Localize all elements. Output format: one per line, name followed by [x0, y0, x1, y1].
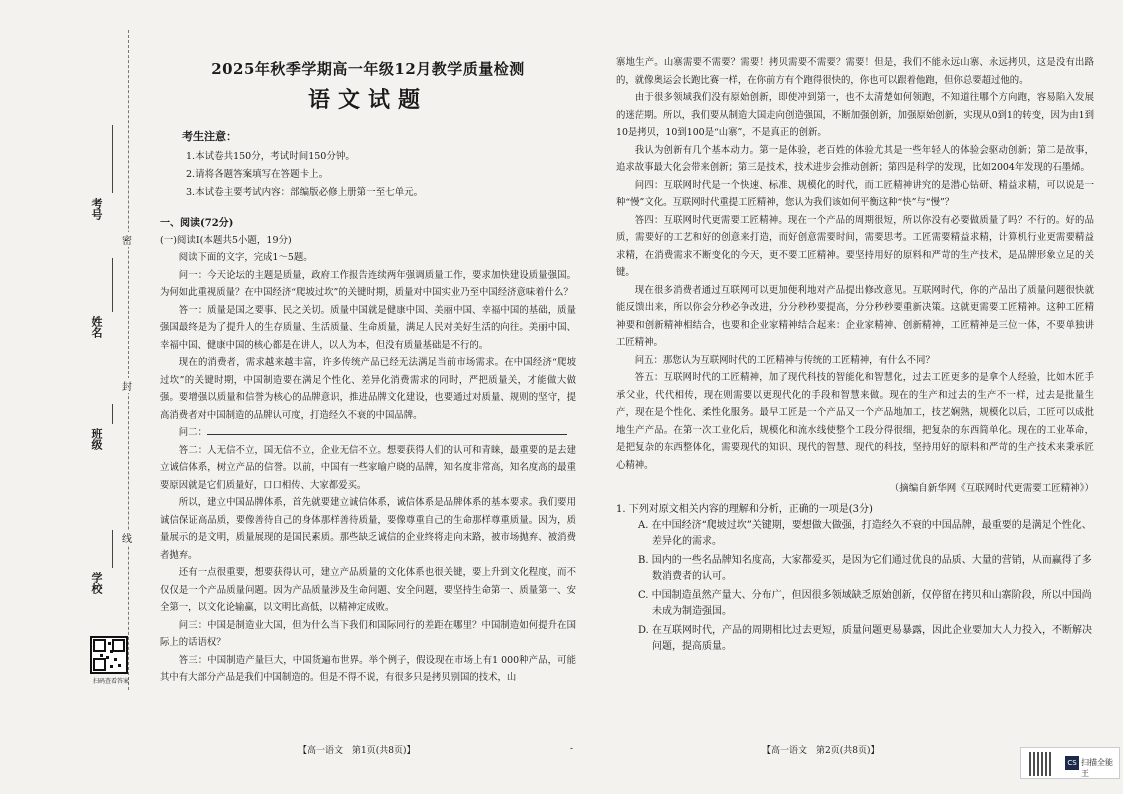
right-content: [616, 54, 1094, 658]
paragraph: 答五：互联网时代的工匠精神，加了现代科技的智能化和智慧化，过去工匠更多的是拿个人经验，比如木匠手承父业，代代相传，现在则需要以更现代化的手段和智慧来做。现在的生产和过去的生产不一样，过去是批量生产，现在是个性化、柔性化服务。最早工匠是一个产品又一个产品地加工，技艺娴熟，规模化以后，工匠可以成批地生产产品。在第一次工业化后，规模化和流水线使整个工段分得很细，把复杂的东西简单化。现在的工业革命，是把复杂的东西整体化，需要现代的知识、现代的智慧、现代的科技，坚持用好的原料和严苛的生产技术来秉承匠心精神。: [616, 372, 1094, 471]
option-a: A. 在中国经济“爬坡过坎”关键期，要想做大做强，打造经久不衰的中国品牌，最重要的是满足个性化、差异化的需求。: [638, 520, 1092, 547]
paragraph: 所以，建立中国品牌体系，首先就要建立诚信体系，诚信体系是品牌体系的基本要求。我们要用诚信保证高品质，要像善待自己的身体那样善待质量，要像尊重自己的生命那样尊重质量。因为，质量展示的是文明，质量展现的是国民素质。那些缺乏诚信的企业终将走向末路，被市场抛弃、被消费者抛弃。: [160, 497, 576, 561]
section-heading: 一、阅读(72分): [160, 218, 234, 229]
paragraph: 问五：那您认为互联网时代的工匠精神与传统的工匠精神，有什么不同？: [634, 354, 935, 366]
page-footer-1: 【高一语文 第1页(共8页)】: [298, 746, 416, 756]
paragraph: 还有一点很重要，想要获得认可，建立产品质量的文化体系也很关键，要上升到文化程度，而不仅仅是一个产品质量问题。因为产品质量涉及生命问题、安全问题，要坚持生命第一、质量第一、安全第一，以文化论输赢，以文明比高低，以精神定成败。: [160, 567, 576, 613]
right-page: [590, 0, 1123, 794]
qr-caption: 扫码查看答案: [92, 678, 129, 685]
paragraph: 由于很多领域我们没有原始创新，即使冲到第一，也不太清楚如何领跑，不知道往哪个方向跑，容易陷入发展的迷茫期。所以，我们要从制造大国走向创造强国，不断加强创新，加强原始创新，实现从0到1的转变，因为由1到10是拷贝，10到100是“山寨”，不是真正的创新。: [616, 92, 1094, 138]
seal-mark-3: 线: [122, 530, 132, 545]
notice-item: 2.请将各题答案填写在答题卡上。: [186, 169, 329, 180]
exam-subtitle: 语文试题: [307, 87, 428, 113]
option-d: D. 在互联网时代，产品的周期相比过去更短，质量问题更易暴露，因此企业要加大人力投入，不断解决问题，提高质量。: [638, 625, 1093, 652]
paragraph: 问三：中国是制造业大国，但为什么当下我们和国际同行的差距在哪里？中国制造如何提升在国际上的话语权？: [160, 619, 576, 648]
seal-mark-2: 封: [122, 378, 132, 393]
seal-line: [128, 30, 129, 690]
paragraph: 问一：今天论坛的主题是质量，政府工作报告连续两年强调质量工作，要求加快建设质量强国。为何如此重视质量？在中国经济“爬坡过坎”的关键时期，质量对中国实业乃至中国经济意味着什么？: [160, 269, 576, 298]
paragraph: 答二：人无信不立，国无信不立，企业无信不立。想要获得人们的认可和青睐，最重要的是去建立诚信体系，树立产品的信誉。以前，中国有一些家喻户晓的品牌，知名度非常高，知名度高的最重要原因就是它们质量好，口口相传、大家都爱买。: [160, 444, 576, 491]
instruction: 阅读下面的文字，完成1～5题。: [178, 252, 313, 263]
school-line: [112, 530, 113, 568]
class-line: [112, 404, 113, 424]
name-line: [112, 258, 113, 312]
stamp-text: 扫描全能王: [1081, 758, 1113, 778]
paragraph: 答四：互联网时代更需要工匠精神。现在一个产品的周期很短，所以你没有必要做质量了吗？不行的。好的品质，需要好的工艺和好的创意来打造，而好创意需要时间，需要思考。工匠需要精益求精，计算机行业更需要精益求精，在消费需求不断变化的今天，更不要工匠精神。要坚持用好的原料和严苛的生产技术，是品牌形象立足的关键。: [616, 214, 1094, 278]
stamp-qr-icon: [1029, 752, 1053, 776]
exam-no-line: [112, 125, 113, 193]
subsection-heading: (一)阅读Ⅰ(本题共5小题，19分): [160, 235, 292, 246]
exam-no-label: 考号: [90, 198, 103, 220]
name-label: 姓名: [90, 316, 103, 338]
paragraph: 答三：中国制造产量巨大，中国货遍布世界。举个例子，假设现在市场上有1 000种产品，可能其中有大部分产品是我们中国制造的。但是不得不说，有很多只是拷贝别国的技术，山: [160, 654, 576, 683]
article-source: （摘编自新华网《互联网时代更需要工匠精神》）: [889, 483, 1094, 494]
seal-mark-1: 密: [122, 232, 132, 247]
question-1-stem: 1. 下列对原文相关内容的理解和分析，正确的一项是(3分): [616, 504, 873, 515]
paragraph: 答一：质量是国之要事、民之关切。质量中国就是健康中国、美丽中国、幸福中国的基础，质量强国最终是为了提升人的生存质量、生活质量、生命质量，满足人民对美好生活的向往。美丽中国、幸福中国、健康中国的核心都是在讲人，以人为本，但没有质量基础是不行的。: [160, 304, 576, 351]
left-content: [160, 58, 576, 687]
scanner-stamp: [1020, 747, 1120, 779]
class-label: 班级: [90, 428, 103, 450]
notice-item: 1.本试卷共150分，考试时间150分钟。: [186, 151, 355, 162]
option-b: B. 国内的一些名品牌知名度高，大家都爱买，是因为它们通过优良的品质、大量的营销，从而赢得了多数消费者的认可。: [638, 555, 1092, 582]
paragraph: 现在的消费者，需求越来越丰富，许多传统产品已经无法满足当前市场需求。在中国经济“爬坡过坎”的关键时期，中国制造要在满足个性化、差异化消费需求的同时，严把质量关，才能做大做强。要增强以质量和信誉为核心的品牌意识，推进品牌文化建设，也要通过对质量、规则的坚守，提高消费者对中国制造的品牌认可度，打造经久不衰的中国品牌。: [160, 357, 576, 421]
footer-dash: -: [570, 744, 574, 754]
cs-logo-icon: CS: [1065, 756, 1079, 770]
notice-item: 3.本试卷主要考试内容：部编版必修上册第一至七单元。: [186, 187, 424, 198]
paragraph: 寨地生产。山寨需要不需要？需要！拷贝需要不需要？需要！但是，我们不能永远山寨、永远拷贝，这是没有出路的，就像奥运会长跑比赛一样，在你前方有个跑得很快的，你也可以跟着他跑，但你总要超过他的。: [616, 57, 1094, 86]
binding-margin: [0, 0, 140, 794]
qr-code: [90, 636, 128, 674]
exam-title: 2025年秋季学期高一年级12月教学质量检测: [211, 60, 525, 78]
question-2-blank: [160, 424, 576, 442]
school-label: 学校: [90, 572, 103, 594]
paragraph: 现在很多消费者通过互联网可以更加便利地对产品提出修改意见。互联网时代，你的产品出了质量问题很快就能反馈出来，所以你会分秒必争改进，分分秒秒要提高，分分秒秒要重新决策。这就更需要工匠精神。这种工匠精神要和创新精神相结合，也要和企业家精神结合起来：企业家精神、创新精神，工匠精神是三位一体，不要单独讲工匠精神。: [616, 284, 1094, 348]
answer-blank: [207, 424, 567, 435]
paragraph: 我认为创新有几个基本动力。第一是体验，老百姓的体验尤其是一些年轻人的体验会驱动创新；第二是故事，追求故事最大化会带来创新；第三是技术，技术进步会推动创新；第四是科学的发现，比如2004年发现的石墨烯。: [616, 144, 1094, 173]
notice-heading: 考生注意：: [182, 130, 237, 143]
option-c: C. 中国制造虽然产量大、分布广，但因很多领域缺乏原始创新，仅停留在拷贝和山寨阶段，所以中国尚未成为制造强国。: [638, 590, 1092, 617]
paragraph: 问四：互联网时代是一个快速、标准、规模化的时代，而工匠精神讲究的是潜心钻研、精益求精，可以说是一种“慢”文化。互联网时代重提工匠精神，您认为我们该如何平衡这种“快”与“慢”？: [616, 179, 1094, 208]
q2-label: 问二：: [178, 427, 207, 438]
page-footer-2: 【高一语文 第2页(共8页)】: [762, 746, 880, 756]
